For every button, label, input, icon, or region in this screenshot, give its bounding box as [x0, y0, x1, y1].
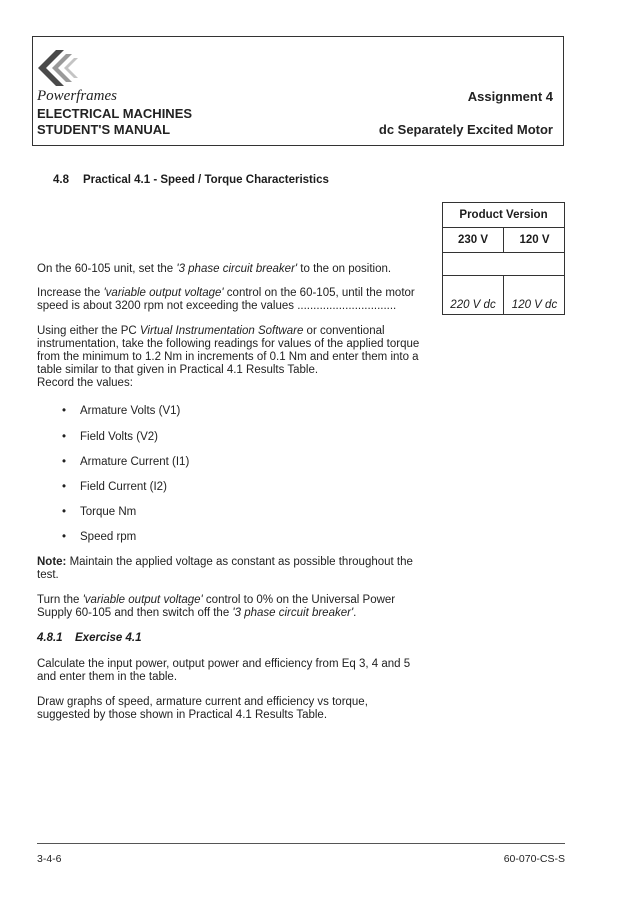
- bullet-text: Field Current (I2): [80, 481, 167, 493]
- version-230-value: 220 V dc: [443, 276, 504, 314]
- list-item: • Armature Volts (V1): [62, 405, 181, 417]
- p2-text-b: control on the 60-105, until the motor: [223, 287, 415, 299]
- subject-title: dc Separately Excited Motor: [378, 122, 553, 137]
- exercise-title: Exercise 4.1: [75, 632, 142, 644]
- powerframes-logo-icon: [34, 48, 78, 88]
- product-version-title: Product Version: [443, 203, 564, 228]
- p3-line-5: Record the values:: [37, 377, 133, 389]
- e2-line-2: suggested by those shown in Practical 4.1 Results Table.: [37, 709, 328, 721]
- exercise-number: 4.8.1: [37, 632, 63, 644]
- product-version-values: [443, 276, 564, 314]
- bullet-text: Armature Volts (V1): [80, 405, 181, 417]
- p5-text-a: Turn the: [37, 594, 83, 606]
- assignment-label: Assignment 4: [467, 89, 553, 104]
- page-number: 3-4-6: [37, 853, 62, 865]
- bullet-text: Field Volts (V2): [80, 431, 158, 443]
- section-heading: [53, 174, 329, 186]
- p1-emphasis: '3 phase circuit breaker': [176, 263, 298, 275]
- exercise-heading: [37, 632, 142, 644]
- p3-text-a: Using either the PC: [37, 325, 140, 337]
- product-version-table: [442, 202, 565, 315]
- p5-line-2-emphasis: '3 phase circuit breaker': [232, 607, 354, 619]
- product-version-blank-row: [443, 253, 564, 276]
- p3-line-2: instrumentation, take the following readings for values of the applied torque: [37, 338, 420, 350]
- version-230-header: 230 V: [443, 228, 504, 252]
- p2-emphasis: 'variable output voltage': [103, 287, 224, 299]
- section-number: 4.8: [53, 174, 69, 186]
- list-item: • Torque Nm: [62, 506, 137, 518]
- p1-text-a: On the 60-105 unit, set the: [37, 263, 177, 275]
- p5-emphasis: 'variable output voltage': [82, 594, 203, 606]
- bullet-text: Torque Nm: [80, 506, 137, 518]
- exercise-paragraph-graphs: [37, 696, 447, 722]
- p2-text-a: Increase the: [37, 287, 104, 299]
- note-line-2: test.: [37, 569, 59, 581]
- p3-line-3: from the minimum to 1.2 Nm in increments of 0.1 Nm and enter them into a: [37, 351, 419, 363]
- bullet-text: Speed rpm: [80, 531, 137, 543]
- e2-line-1: Draw graphs of speed, armature current and efficiency vs torque,: [37, 696, 368, 708]
- p5-line-2-b: .: [353, 607, 357, 619]
- product-version-columns: [443, 228, 564, 253]
- p5-text-b: control to 0% on the Universal Power: [202, 594, 396, 606]
- header-line-2: STUDENT'S MANUAL: [37, 122, 171, 137]
- note-label: Note:: [37, 556, 67, 568]
- p5-line-2-a: Supply 60-105 and then switch off the: [37, 607, 233, 619]
- paragraph-switch-off: [37, 594, 447, 620]
- list-item: • Field Current (I2): [62, 481, 167, 493]
- p2-line-2: speed is about 3200 rpm not exceeding the values ...............................: [37, 300, 397, 312]
- section-title: Practical 4.1 - Speed / Torque Characteristics: [83, 174, 329, 186]
- note-paragraph: [37, 556, 447, 582]
- header-line-1: ELECTRICAL MACHINES: [37, 106, 193, 121]
- bullet-text: Armature Current (I1): [80, 456, 190, 468]
- p1-text-b: to the on position.: [297, 263, 392, 275]
- exercise-paragraph-calculate: [37, 658, 447, 684]
- e1-line-1: Calculate the input power, output power and efficiency from Eq 3, 4 and 5: [37, 658, 411, 670]
- footer-rule: [37, 843, 565, 844]
- list-item: • Armature Current (I1): [62, 456, 190, 468]
- paragraph-circuit-breaker: [37, 263, 447, 276]
- e1-line-2: and enter them in the table.: [37, 671, 178, 683]
- p3-line-4: table similar to that given in Practical 4.1 Results Table.: [37, 364, 319, 376]
- version-120-header: 120 V: [519, 234, 550, 246]
- p3-text-b: or conventional: [303, 325, 385, 337]
- paragraph-readings: [37, 325, 447, 390]
- list-item: • Field Volts (V2): [62, 431, 158, 443]
- paragraph-increase-voltage: [37, 287, 447, 313]
- p3-emphasis: Virtual Instrumentation Software: [139, 325, 304, 337]
- document-code: 60-070-CS-S: [503, 853, 565, 865]
- note-text: Maintain the applied voltage as constant as possible throughout the: [66, 556, 413, 568]
- list-item: • Speed rpm: [62, 531, 137, 543]
- version-120-value: 120 V dc: [511, 299, 558, 311]
- brand-name: Powerframes: [37, 88, 117, 104]
